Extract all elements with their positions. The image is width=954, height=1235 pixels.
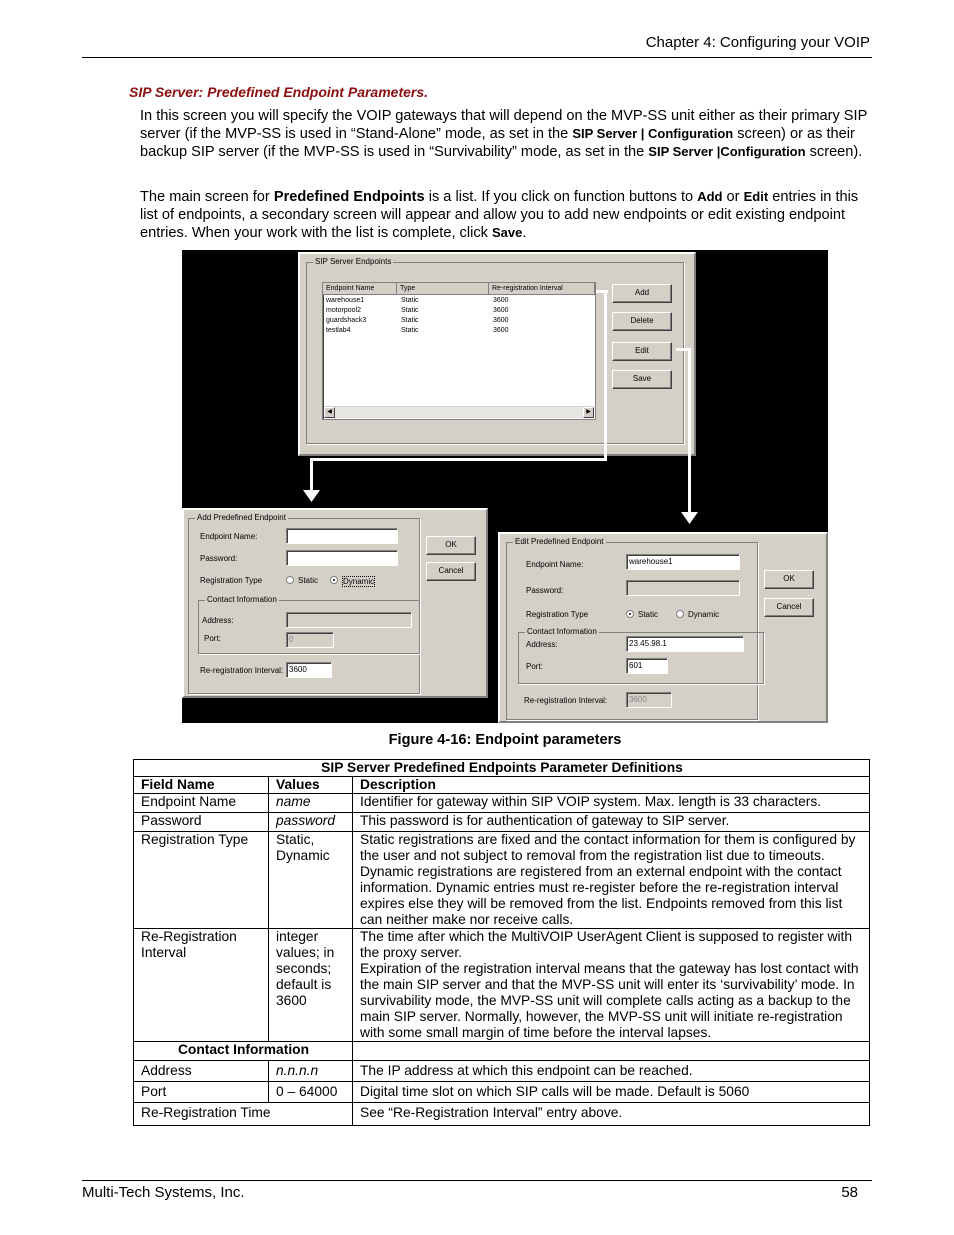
connector-line: [688, 348, 691, 514]
address-input[interactable]: 23.45.98.1: [626, 636, 744, 652]
chapter-header: Chapter 4: Configuring your VOIP: [645, 34, 870, 51]
values-cell: integer values; in seconds; default is 3600: [269, 929, 353, 1042]
static-radio-label[interactable]: Static: [638, 610, 659, 619]
column-header-field-name: Field Name: [134, 777, 269, 794]
endpoint-name-input[interactable]: [286, 528, 398, 544]
empty-cell: [353, 1042, 870, 1061]
connector-line: [310, 458, 607, 461]
list-paragraph: The main screen for Predefined Endpoints is a list. If you click on function buttons to Add or Edit entries in this list of endpoints, a secondary screen will appear and allow you to add new endpoints or edit existing endpoint entries. When your work with the list is complete, click Save.: [140, 189, 859, 241]
endpoint-name-label: Endpoint Name:: [200, 532, 258, 541]
list-item[interactable]: warehouse1: [326, 297, 365, 304]
static-radio[interactable]: [626, 610, 634, 618]
reregistration-interval-input[interactable]: 3600: [286, 662, 332, 678]
horizontal-scrollbar[interactable]: [324, 406, 594, 418]
footer-divider: [82, 1180, 872, 1181]
description-cell: Static registrations are fixed and the contact information for them is configured by the user and not subject to removal from the registration list due to timeouts. Dynamic registrations are registered from an external endpoint with the contact information. Dynamic entries must re-register before the re-registration interval expires else they will be removed from the list. Endpoints removed from this list can neither make nor receive calls.: [353, 832, 870, 929]
edit-endpoint-dialog: [498, 532, 828, 723]
description-part: Expiration of the registration interval means that the gateway has lost contact with the main SIP server and that the MVP-SS unit will enter its ‘survivability’ mode. In survivability mode, the MVP-SS unit will complete calls acting as a backup to the main SIP server. Normally, however, the MVP-SS unit will initiate re-registration with some small margin of time before the interval lapses.: [360, 961, 859, 1040]
column-header-endpoint-name[interactable]: Endpoint Name: [323, 283, 397, 295]
field-name-cell: Re-Registration Interval: [134, 929, 269, 1042]
table-row: [134, 1103, 870, 1126]
registration-type-label: Registration Type: [200, 576, 263, 585]
password-label: Password:: [200, 554, 238, 563]
table-row: [134, 1061, 870, 1082]
field-name-cell: Re-Registration Time: [134, 1103, 353, 1126]
address-input[interactable]: [286, 612, 412, 628]
field-name-cell: Address: [134, 1061, 269, 1082]
delete-button[interactable]: Delete: [612, 312, 672, 331]
endpoint-screenshot-figure: [182, 250, 828, 723]
intro-paragraph: In this screen you will specify the VOIP gateways that will depend on the MVP-SS unit either as their primary SIP server (if the MVP-SS is used in “Stand-Alone” mode, as set in the SIP Server | Configuration screen) or as their backup SIP server (if the MVP-SS is used in “Survivability” mode, as set in the SIP Server |Configuration screen).: [140, 108, 868, 160]
port-input[interactable]: 601: [626, 658, 668, 674]
connector-line: [604, 290, 607, 460]
ok-button[interactable]: OK: [426, 536, 476, 555]
field-name-cell: Password: [134, 813, 269, 832]
table-row: [134, 813, 870, 832]
description-part: The time after which the MultiVOIP UserAgent Client is supposed to register with the proxy server.: [360, 929, 853, 960]
table-row: [134, 1042, 870, 1061]
footer-company: Multi-Tech Systems, Inc.: [82, 1184, 245, 1201]
contact-info-label: Contact Information: [207, 595, 277, 604]
port-label: Port:: [204, 634, 221, 643]
page-number: 58: [841, 1184, 858, 1201]
description-cell: This password is for authentication of gateway to SIP server.: [353, 813, 870, 832]
description-cell: Identifier for gateway within SIP VOIP system. Max. length is 33 characters.: [353, 794, 870, 813]
list-item[interactable]: motorpool2: [326, 307, 362, 314]
table-title: SIP Server Predefined Endpoints Parameter Definitions: [134, 760, 870, 777]
values-cell: Static, Dynamic: [269, 832, 353, 929]
cancel-button[interactable]: Cancel: [764, 598, 814, 617]
list-item-type: Static: [401, 307, 419, 314]
description-cell: See “Re-Registration Interval” entry above.: [353, 1103, 870, 1126]
password-input[interactable]: [286, 550, 398, 566]
table-row: [134, 832, 870, 929]
section-title: SIP Server: Predefined Endpoint Parameters.: [129, 84, 429, 100]
dynamic-radio-label[interactable]: Dynamic: [343, 577, 375, 586]
description-cell: [353, 929, 870, 1042]
column-header-values: Values: [269, 777, 353, 794]
list-item[interactable]: testlab4: [326, 327, 351, 334]
dynamic-radio-label: Dynamic: [688, 610, 720, 619]
values-cell: n.n.n.n: [269, 1061, 353, 1082]
endpoint-name-input[interactable]: warehouse1: [626, 554, 740, 570]
contact-info-label: Contact Information: [527, 627, 597, 636]
values-cell: password: [269, 813, 353, 832]
static-radio[interactable]: [286, 576, 294, 584]
contact-information-header: Contact Information: [134, 1042, 353, 1061]
address-label: Address:: [202, 616, 234, 625]
static-radio-label[interactable]: Static: [298, 576, 319, 585]
table-row: [134, 1082, 870, 1103]
list-item-interval: 3600: [493, 317, 509, 324]
header-divider: [82, 57, 872, 58]
reregistration-interval-label: Re-registration Interval:: [200, 666, 284, 675]
list-item[interactable]: guardshack3: [326, 317, 367, 324]
field-name-cell: Registration Type: [134, 832, 269, 929]
endpoint-name-label: Endpoint Name:: [526, 560, 584, 569]
description-cell: Digital time slot on which SIP calls will be made. Default is 5060: [353, 1082, 870, 1103]
dynamic-radio[interactable]: [676, 610, 684, 618]
arrow-down-icon: [681, 512, 698, 524]
sip-server-endpoints-dialog: [298, 252, 696, 456]
dynamic-radio[interactable]: [330, 576, 338, 584]
cancel-button[interactable]: Cancel: [426, 562, 476, 581]
add-endpoint-dialog: [182, 508, 488, 698]
add-endpoint-group-label: Add Predefined Endpoint: [197, 513, 286, 522]
address-label: Address:: [526, 640, 558, 649]
field-name-cell: Port: [134, 1082, 269, 1103]
list-item-interval: 3600: [493, 297, 509, 304]
description-cell: The IP address at which this endpoint can be reached.: [353, 1061, 870, 1082]
column-header-reregistration[interactable]: Re-registration Interval: [489, 283, 595, 295]
field-name-cell: Endpoint Name: [134, 794, 269, 813]
port-input[interactable]: 0: [286, 632, 334, 648]
edit-endpoint-group-label: Edit Predefined Endpoint: [515, 537, 604, 546]
port-label: Port:: [526, 662, 543, 671]
scroll-right-icon[interactable]: ▶: [583, 407, 594, 418]
figure-caption: Figure 4-16: Endpoint parameters: [388, 732, 622, 748]
values-cell: name: [269, 794, 353, 813]
password-label: Password:: [526, 586, 564, 595]
list-item-interval: 3600: [493, 327, 509, 334]
endpoints-group-label: SIP Server Endpoints: [315, 257, 392, 266]
values-cell: 0 – 64000: [269, 1082, 353, 1103]
reregistration-interval-label: Re-registration Interval:: [524, 696, 608, 705]
add-button[interactable]: Add: [612, 284, 672, 303]
ok-button[interactable]: OK: [764, 570, 814, 589]
parameter-definitions-table: [133, 759, 870, 1126]
list-item-type: Static: [401, 317, 419, 324]
registration-type-label: Registration Type: [526, 610, 589, 619]
list-item-type: Static: [401, 297, 419, 304]
table-row: [134, 794, 870, 813]
password-input[interactable]: [626, 580, 740, 596]
scroll-left-icon[interactable]: ◀: [324, 407, 335, 418]
list-item-type: Static: [401, 327, 419, 334]
column-header-description: Description: [353, 777, 870, 794]
column-header-type[interactable]: Type: [397, 283, 489, 295]
list-item-interval: 3600: [493, 307, 509, 314]
save-button[interactable]: Save: [612, 370, 672, 389]
edit-button[interactable]: Edit: [612, 342, 672, 361]
reregistration-interval-input[interactable]: 3600: [626, 692, 672, 708]
endpoints-list[interactable]: [322, 282, 596, 420]
table-row: [134, 929, 870, 1042]
arrow-down-icon: [303, 490, 320, 502]
connector-line: [310, 458, 313, 494]
